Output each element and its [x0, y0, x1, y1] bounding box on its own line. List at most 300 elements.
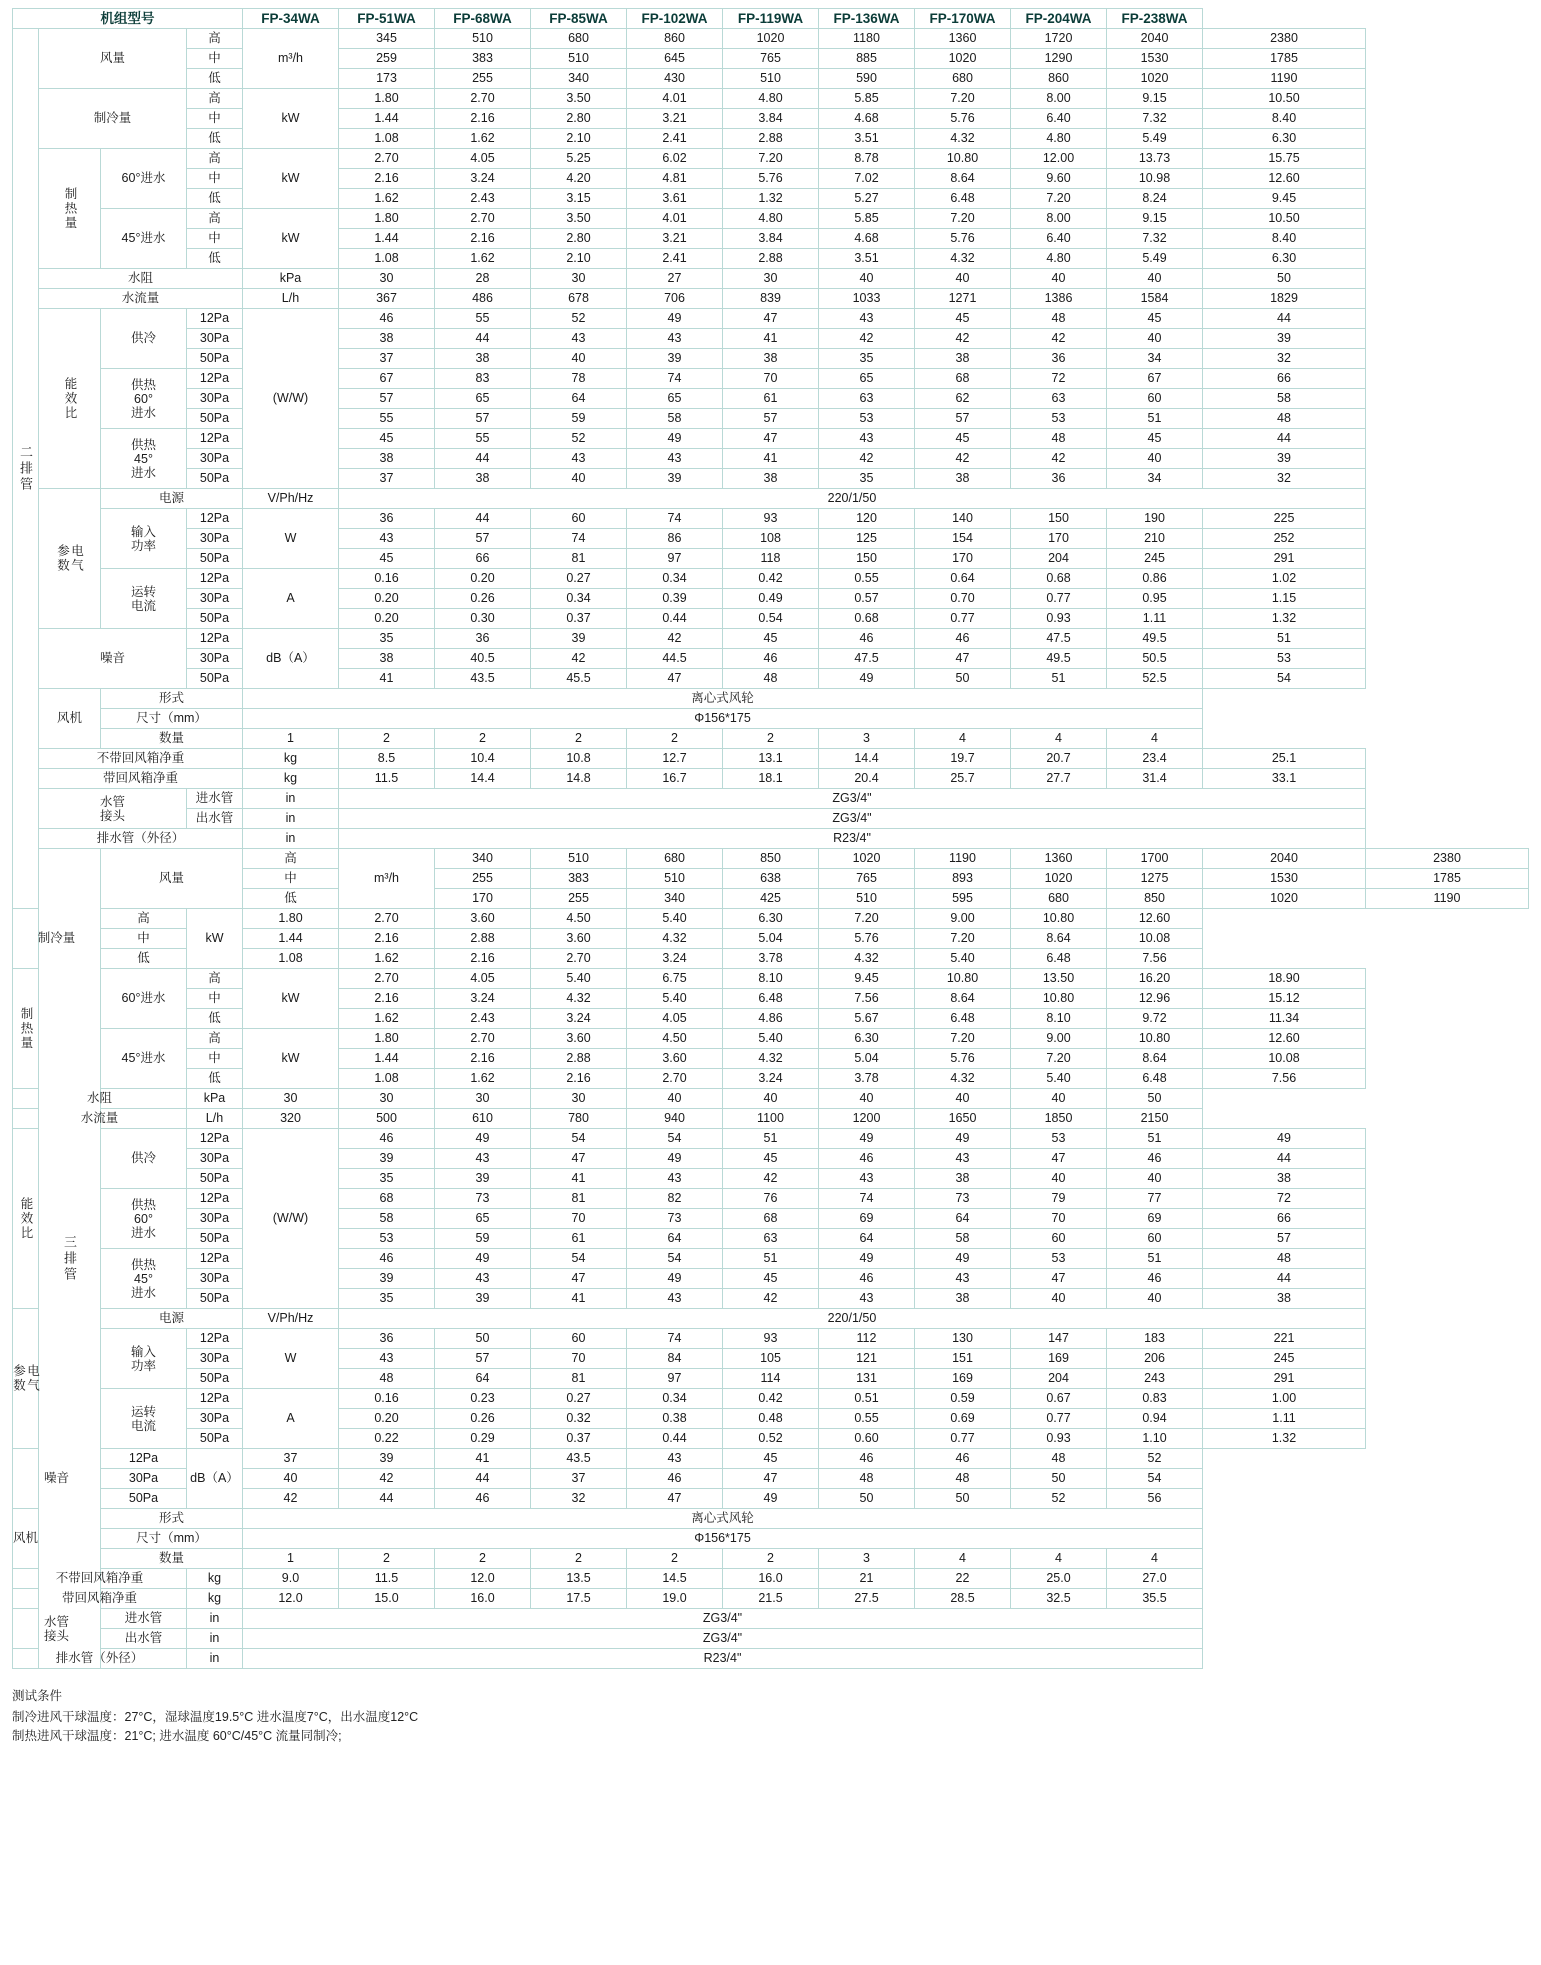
water-resistance-7: 40: [915, 1089, 1011, 1109]
airflow-mid-0: 255: [435, 869, 531, 889]
eff-heat60-30-8: 69: [1107, 1209, 1203, 1229]
water-flow-7: 1386: [1011, 289, 1107, 309]
heat45-high-4: 4.80: [723, 209, 819, 229]
weight-box-8: 32.5: [1011, 1589, 1107, 1609]
weight-no-box-4: 14.5: [627, 1569, 723, 1589]
row-label-supply-heat60: 供热 60° 进水: [101, 1189, 187, 1249]
eff-heat45-30-4: 41: [723, 449, 819, 469]
eff-cool-30-8: 46: [1107, 1149, 1203, 1169]
heat60-mid-9: 15.12: [1203, 989, 1366, 1009]
heat45-high-8: 9.15: [1107, 209, 1203, 229]
weight-box-6: 25.7: [915, 769, 1011, 789]
weight-no-box-2: 10.8: [531, 749, 627, 769]
row-label-fan-qty: 数量: [101, 1549, 243, 1569]
cooling-high-3: 4.01: [627, 89, 723, 109]
sub-label-mid: 中: [187, 229, 243, 249]
sub-label-12pa: 12Pa: [187, 1129, 243, 1149]
airflow-high-row: [13, 29, 1529, 49]
cooling-low-7: 5.40: [915, 949, 1011, 969]
row-label-weight-box: 带回风箱净重: [13, 1589, 187, 1609]
eff-cool-50-4: 42: [723, 1169, 819, 1189]
eff-cool-30-5: 46: [819, 1149, 915, 1169]
current-50-6: 0.77: [915, 609, 1011, 629]
cooling-mid-2: 2.80: [531, 109, 627, 129]
noise-30-4: 46: [627, 1469, 723, 1489]
weight-box-9: 35.5: [1107, 1589, 1203, 1609]
cooling-high-6: 7.20: [819, 909, 915, 929]
eff-heat45-12-2: 54: [531, 1249, 627, 1269]
input-power-30-3: 86: [627, 529, 723, 549]
eff-heat60-30-2: 70: [531, 1209, 627, 1229]
cooling-low-2: 2.10: [531, 129, 627, 149]
eff-heat45-12-9: 44: [1203, 429, 1366, 449]
input-power-12-9: 221: [1203, 1329, 1366, 1349]
noise-50-4: 48: [723, 669, 819, 689]
heat45-high-6: 7.20: [915, 1029, 1011, 1049]
unit-a: A: [243, 569, 339, 629]
airflow-high-8: 2040: [1107, 29, 1203, 49]
model-header-5: FP-119WA: [723, 9, 819, 29]
row-label-inlet60: 60°进水: [101, 149, 187, 209]
noise-50-2: 46: [435, 1489, 531, 1509]
unit-m3h: m³/h: [243, 29, 339, 89]
heat60-mid-7: 10.80: [1011, 989, 1107, 1009]
fan-qty-4: 2: [627, 1549, 723, 1569]
heat60-high-6: 10.80: [915, 149, 1011, 169]
cooling-high-row: [13, 909, 1529, 929]
water-resistance-2: 30: [435, 1089, 531, 1109]
eff-heat45-30-row: [13, 1269, 1529, 1289]
airflow-low-7: 850: [1107, 889, 1203, 909]
current-50-3: 0.44: [627, 1429, 723, 1449]
eff-heat45-50-0: 35: [339, 1289, 435, 1309]
row-label-power-source: 电源: [101, 489, 243, 509]
noise-50-6: 50: [819, 1489, 915, 1509]
water-flow-5: 1100: [723, 1109, 819, 1129]
heat45-high-9: 12.60: [1203, 1029, 1366, 1049]
cooling-low-9: 7.56: [1107, 949, 1203, 969]
input-power-50-2: 81: [531, 549, 627, 569]
noise-30-1: 40.5: [435, 649, 531, 669]
table-header-row: [13, 9, 1529, 29]
row-label-heating: 制热量: [13, 969, 39, 1089]
fan-type-value: 离心式风轮: [243, 689, 1203, 709]
cooling-mid-1: 2.16: [435, 109, 531, 129]
eff-heat60-30-9: 58: [1203, 389, 1366, 409]
cooling-low-8: 6.48: [1011, 949, 1107, 969]
eff-heat60-12-5: 65: [819, 369, 915, 389]
current-12-9: 1.00: [1203, 1389, 1366, 1409]
fan-qty-4: 2: [627, 729, 723, 749]
current-30-4: 0.48: [723, 1409, 819, 1429]
eff-cool-30-7: 47: [1011, 1149, 1107, 1169]
input-power-50-9: 291: [1203, 549, 1366, 569]
eff-heat60-50-9: 48: [1203, 409, 1366, 429]
current-50-row: [13, 609, 1529, 629]
eff-heat60-12-0: 68: [339, 1189, 435, 1209]
eff-heat45-30-5: 42: [819, 449, 915, 469]
cooling-low-9: 6.30: [1203, 129, 1366, 149]
unit-in: in: [243, 789, 339, 809]
current-50-1: 0.29: [435, 1429, 531, 1449]
water-resistance-8: 40: [1107, 269, 1203, 289]
sub-label-12pa: 12Pa: [187, 1249, 243, 1269]
cooling-high-9: 12.60: [1107, 909, 1203, 929]
eff-cool-12-1: 49: [435, 1129, 531, 1149]
eff-heat60-50-5: 53: [819, 409, 915, 429]
unit-kg: kg: [243, 769, 339, 789]
sub-label-12pa: 12Pa: [187, 369, 243, 389]
airflow-high-0: 340: [435, 849, 531, 869]
row-label-fan-size: 尺寸（mm）: [101, 709, 243, 729]
eff-heat45-50-3: 39: [627, 469, 723, 489]
sub-label-30pa: 30Pa: [187, 1269, 243, 1289]
side-label-three-row: 三排管: [39, 849, 101, 1669]
input-power-12-7: 150: [1011, 509, 1107, 529]
heat60-high-3: 6.02: [627, 149, 723, 169]
model-header-8: FP-204WA: [1011, 9, 1107, 29]
eff-heat60-12-9: 66: [1203, 369, 1366, 389]
sub-label-mid: 中: [187, 169, 243, 189]
eff-heat45-50-1: 39: [435, 1289, 531, 1309]
water-flow-0: 367: [339, 289, 435, 309]
cooling-high-2: 3.60: [435, 909, 531, 929]
airflow-high-6: 1360: [915, 29, 1011, 49]
sub-label-high: 高: [187, 1029, 243, 1049]
row-label-inlet60: 60°进水: [101, 969, 187, 1029]
fan-qty-8: 4: [1011, 1549, 1107, 1569]
airflow-mid-9: 1785: [1203, 49, 1366, 69]
input-power-30-9: 252: [1203, 529, 1366, 549]
eff-heat45-12-0: 45: [339, 429, 435, 449]
input-power-30-0: 43: [339, 529, 435, 549]
noise-12-5: 46: [819, 629, 915, 649]
heat45-low-4: 3.24: [723, 1069, 819, 1089]
airflow-low-5: 595: [915, 889, 1011, 909]
cooling-high-9: 10.50: [1203, 89, 1366, 109]
current-30-3: 0.38: [627, 1409, 723, 1429]
row-label-inlet-pipe: 进水管: [187, 789, 243, 809]
unit-kw: kW: [243, 149, 339, 209]
heat45-high-7: 9.00: [1011, 1029, 1107, 1049]
noise-12-8: 48: [1011, 1449, 1107, 1469]
input-power-50-6: 169: [915, 1369, 1011, 1389]
heat45-high-0: 1.80: [339, 1029, 435, 1049]
drain-pipe-row: [13, 829, 1529, 849]
eff-heat45-50-row: [13, 1289, 1529, 1309]
sub-label-50pa: 50Pa: [187, 469, 243, 489]
current-50-4: 0.54: [723, 609, 819, 629]
airflow-high-2: 680: [531, 29, 627, 49]
water-resistance-9: 50: [1203, 269, 1366, 289]
airflow-low-1: 255: [435, 69, 531, 89]
heat60-high-row: [13, 149, 1529, 169]
weight-box-4: 18.1: [723, 769, 819, 789]
eff-heat60-50-2: 61: [531, 1229, 627, 1249]
input-power-12-1: 50: [435, 1329, 531, 1349]
heat60-high-8: 13.73: [1107, 149, 1203, 169]
heat45-low-7: 5.40: [1011, 1069, 1107, 1089]
noise-50-3: 32: [531, 1489, 627, 1509]
current-30-row: [13, 589, 1529, 609]
unit-in: in: [243, 829, 339, 849]
input-power-30-2: 74: [531, 529, 627, 549]
current-50-1: 0.30: [435, 609, 531, 629]
eff-cool-30-5: 42: [819, 329, 915, 349]
unit-kw: kW: [243, 1029, 339, 1089]
input-power-30-0: 43: [339, 1349, 435, 1369]
heat60-low-7: 8.10: [1011, 1009, 1107, 1029]
weight-no-box-3: 12.7: [627, 749, 723, 769]
water-flow-3: 706: [627, 289, 723, 309]
outlet-pipe-value: ZG3/4": [243, 1629, 1203, 1649]
noise-12-5: 45: [723, 1449, 819, 1469]
eff-heat45-30-5: 46: [819, 1269, 915, 1289]
weight-no-box-3: 13.5: [531, 1569, 627, 1589]
noise-50-row: [13, 669, 1529, 689]
input-power-50-6: 170: [915, 549, 1011, 569]
eff-heat60-50-4: 57: [723, 409, 819, 429]
cooling-low-2: 2.16: [435, 949, 531, 969]
sub-label-50pa: 50Pa: [187, 1229, 243, 1249]
cooling-high-5: 6.30: [723, 909, 819, 929]
eff-cool-30-6: 42: [915, 329, 1011, 349]
current-30-1: 0.26: [435, 1409, 531, 1429]
eff-heat45-12-3: 49: [627, 429, 723, 449]
water-resistance-2: 30: [531, 269, 627, 289]
airflow-low-2: 340: [627, 889, 723, 909]
eff-cool-30-6: 43: [915, 1149, 1011, 1169]
eff-cool-12-3: 49: [627, 309, 723, 329]
water-resistance-4: 40: [627, 1089, 723, 1109]
input-power-12-2: 60: [531, 509, 627, 529]
row-label-supply-cool: 供冷: [101, 1129, 187, 1189]
noise-12-0: 35: [339, 629, 435, 649]
cooling-low-5: 3.78: [723, 949, 819, 969]
weight-box-6: 27.5: [819, 1589, 915, 1609]
current-50-5: 0.68: [819, 609, 915, 629]
sub-label-low: 低: [243, 889, 339, 909]
input-power-12-4: 93: [723, 509, 819, 529]
heat60-high-6: 10.80: [915, 969, 1011, 989]
current-50-6: 0.77: [915, 1429, 1011, 1449]
noise-12-row: [13, 629, 1529, 649]
eff-heat45-12-8: 45: [1107, 429, 1203, 449]
fan-qty-2: 2: [435, 729, 531, 749]
sub-label-high: 高: [187, 969, 243, 989]
noise-50-6: 50: [915, 669, 1011, 689]
eff-heat60-30-4: 61: [723, 389, 819, 409]
heat60-low-9: 9.45: [1203, 189, 1366, 209]
airflow-high-9: 2380: [1366, 849, 1529, 869]
heat60-mid-8: 12.96: [1107, 989, 1203, 1009]
eff-heat60-30-3: 73: [627, 1209, 723, 1229]
heat60-mid-5: 7.02: [819, 169, 915, 189]
heat45-mid-9: 10.08: [1203, 1049, 1366, 1069]
cooling-mid-9: 8.40: [1203, 109, 1366, 129]
sub-label-high: 高: [187, 29, 243, 49]
noise-30-7: 49.5: [1011, 649, 1107, 669]
current-12-6: 0.59: [915, 1389, 1011, 1409]
outlet-pipe-row: [13, 809, 1529, 829]
sub-label-30pa: 30Pa: [187, 529, 243, 549]
eff-cool-12-7: 48: [1011, 309, 1107, 329]
cooling-mid-5: 4.68: [819, 109, 915, 129]
eff-heat45-12-1: 55: [435, 429, 531, 449]
current-50-7: 0.93: [1011, 1429, 1107, 1449]
heat45-low-row: [13, 249, 1529, 269]
heat45-high-1: 2.70: [435, 209, 531, 229]
fan-size-row: [13, 709, 1529, 729]
heat45-high-3: 4.01: [627, 209, 723, 229]
input-power-30-1: 57: [435, 1349, 531, 1369]
water-resistance-4: 30: [723, 269, 819, 289]
input-power-12-1: 44: [435, 509, 531, 529]
eff-cool-30-row: [13, 1149, 1529, 1169]
heat60-low-0: 1.62: [339, 1009, 435, 1029]
eff-heat45-30-9: 44: [1203, 1269, 1366, 1289]
heat60-high-7: 13.50: [1011, 969, 1107, 989]
cooling-high-8: 9.15: [1107, 89, 1203, 109]
input-power-30-row: [13, 1349, 1529, 1369]
airflow-low-5: 590: [819, 69, 915, 89]
row-label-airflow: 风量: [101, 849, 243, 909]
airflow-mid-1: 383: [531, 869, 627, 889]
row-label-fan: 风机: [13, 1509, 39, 1569]
cooling-low-4: 3.24: [627, 949, 723, 969]
eff-heat45-30-7: 42: [1011, 449, 1107, 469]
water-resistance-row: [13, 1089, 1529, 1109]
weight-box-3: 16.7: [627, 769, 723, 789]
heat45-mid-1: 2.16: [435, 1049, 531, 1069]
airflow-high-3: 860: [627, 29, 723, 49]
noise-50-1: 44: [339, 1489, 435, 1509]
water-flow-2: 610: [435, 1109, 531, 1129]
heat60-low-7: 7.20: [1011, 189, 1107, 209]
eff-cool-30-2: 47: [531, 1149, 627, 1169]
eff-heat60-50-6: 58: [915, 1229, 1011, 1249]
noise-30-2: 44: [435, 1469, 531, 1489]
fan-type-row: [13, 1509, 1529, 1529]
cooling-high-7: 8.00: [1011, 89, 1107, 109]
noise-50-9: 56: [1107, 1489, 1203, 1509]
eff-cool-50-1: 38: [435, 349, 531, 369]
airflow-mid-5: 885: [819, 49, 915, 69]
cooling-low-1: 1.62: [435, 129, 531, 149]
heat60-mid-4: 5.76: [723, 169, 819, 189]
heat45-mid-7: 7.20: [1011, 1049, 1107, 1069]
unit-kw: kW: [187, 909, 243, 969]
eff-cool-50-2: 41: [531, 1169, 627, 1189]
noise-30-9: 54: [1107, 1469, 1203, 1489]
cooling-low-6: 4.32: [915, 129, 1011, 149]
eff-heat60-12-4: 76: [723, 1189, 819, 1209]
noise-50-0: 42: [243, 1489, 339, 1509]
sub-label-12pa: 12Pa: [187, 569, 243, 589]
eff-heat60-50-8: 51: [1107, 409, 1203, 429]
input-power-12-8: 183: [1107, 1329, 1203, 1349]
sub-label-30pa: 30Pa: [187, 649, 243, 669]
heat60-mid-2: 4.32: [531, 989, 627, 1009]
heat60-mid-6: 8.64: [915, 989, 1011, 1009]
eff-heat60-50-7: 60: [1011, 1229, 1107, 1249]
input-power-12-6: 130: [915, 1329, 1011, 1349]
current-30-8: 0.94: [1107, 1409, 1203, 1429]
heat45-low-4: 2.88: [723, 249, 819, 269]
water-flow-row: [13, 289, 1529, 309]
eff-cool-12-7: 53: [1011, 1129, 1107, 1149]
eff-cool-12-1: 55: [435, 309, 531, 329]
noise-50-2: 45.5: [531, 669, 627, 689]
current-30-3: 0.39: [627, 589, 723, 609]
weight-box-8: 31.4: [1107, 769, 1203, 789]
airflow-high-4: 1020: [819, 849, 915, 869]
airflow-low-row: [13, 69, 1529, 89]
input-power-30-4: 108: [723, 529, 819, 549]
heat45-low-0: 1.08: [339, 1069, 435, 1089]
row-label-water-resistance: 水阻: [13, 1089, 187, 1109]
eff-heat60-30-row: [13, 389, 1529, 409]
heat60-low-5: 5.67: [819, 1009, 915, 1029]
current-30-7: 0.77: [1011, 1409, 1107, 1429]
eff-cool-12-row: [13, 309, 1529, 329]
noise-30-9: 53: [1203, 649, 1366, 669]
water-resistance-7: 40: [1011, 269, 1107, 289]
airflow-low-8: 1020: [1203, 889, 1366, 909]
eff-heat60-12-2: 78: [531, 369, 627, 389]
eff-heat45-50-5: 43: [819, 1289, 915, 1309]
eff-cool-30-4: 41: [723, 329, 819, 349]
eff-heat60-12-8: 67: [1107, 369, 1203, 389]
eff-heat60-50-9: 57: [1203, 1229, 1366, 1249]
noise-50-7: 50: [915, 1489, 1011, 1509]
water-flow-6: 1271: [915, 289, 1011, 309]
heat45-low-9: 6.30: [1203, 249, 1366, 269]
input-power-50-0: 45: [339, 549, 435, 569]
input-power-50-8: 245: [1107, 549, 1203, 569]
input-power-30-7: 170: [1011, 529, 1107, 549]
input-power-12-6: 140: [915, 509, 1011, 529]
input-power-12-row: [13, 1329, 1529, 1349]
eff-heat45-50-9: 32: [1203, 469, 1366, 489]
airflow-high-row: [13, 849, 1529, 869]
airflow-high-5: 1180: [819, 29, 915, 49]
input-power-12-3: 74: [627, 1329, 723, 1349]
current-50-8: 1.10: [1107, 1429, 1203, 1449]
noise-50-0: 41: [339, 669, 435, 689]
sub-label-low: 低: [187, 249, 243, 269]
input-power-30-8: 210: [1107, 529, 1203, 549]
heat60-low-row: [13, 189, 1529, 209]
water-flow-4: 839: [723, 289, 819, 309]
heat45-low-0: 1.08: [339, 249, 435, 269]
input-power-12-5: 112: [819, 1329, 915, 1349]
weight-no-box-7: 20.7: [1011, 749, 1107, 769]
current-50-5: 0.60: [819, 1429, 915, 1449]
eff-heat60-12-row: [13, 1189, 1529, 1209]
eff-cool-12-0: 46: [339, 1129, 435, 1149]
sub-label-30pa: 30Pa: [187, 1209, 243, 1229]
current-30-8: 0.95: [1107, 589, 1203, 609]
model-header-1: FP-51WA: [339, 9, 435, 29]
water-flow-3: 780: [531, 1109, 627, 1129]
noise-50-3: 47: [627, 669, 723, 689]
eff-cool-50-7: 36: [1011, 349, 1107, 369]
heat45-low-1: 1.62: [435, 249, 531, 269]
fan-qty-2: 2: [435, 1549, 531, 1569]
current-12-1: 0.20: [435, 569, 531, 589]
eff-cool-30-2: 43: [531, 329, 627, 349]
